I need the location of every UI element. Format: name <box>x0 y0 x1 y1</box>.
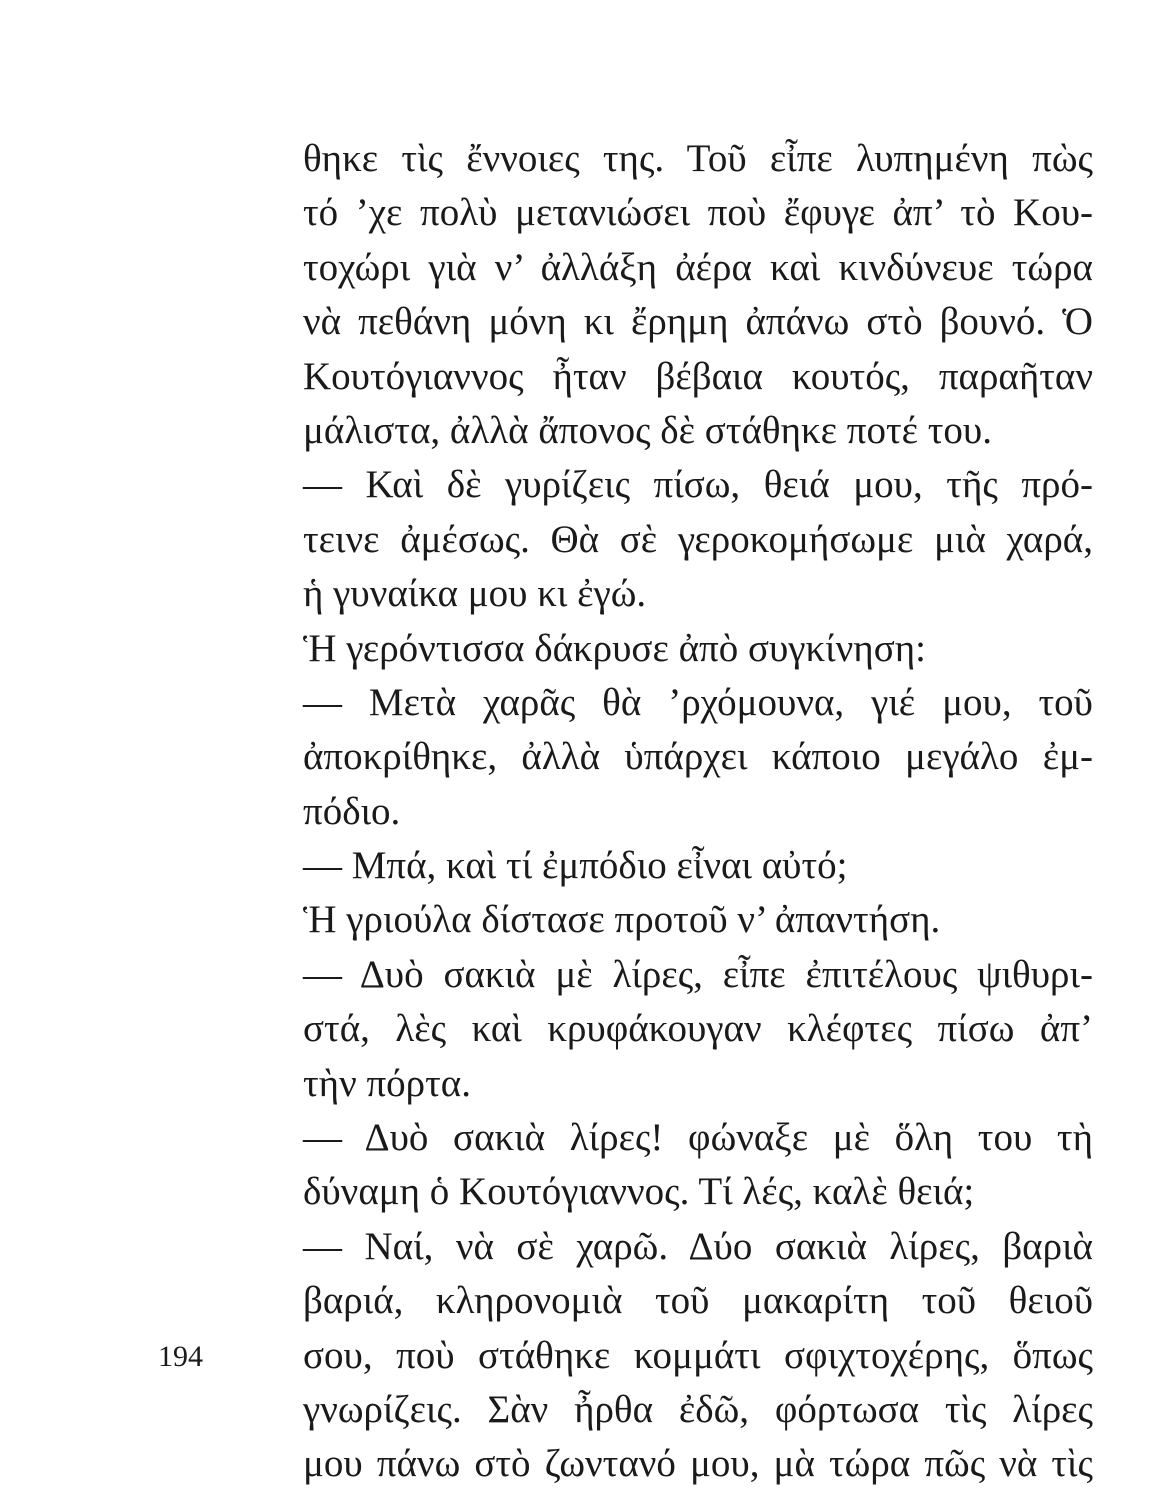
text-line: σου, ποὺ στάθηκε κομμάτι σφιχτοχέρης, ὅπως <box>303 1333 1093 1377</box>
text-line: γνωρίζεις. Σὰν ἦρθα ἐδῶ, φόρτωσα τὶς λίρες <box>303 1387 1093 1431</box>
text-line: — Μπά, καὶ τί ἐμπόδιο εἶναι αὐτό; <box>303 844 848 888</box>
text-line: — Ναί, νὰ σὲ χαρῶ. Δύο σακιὰ λίρες, βαριὰ <box>303 1224 1093 1268</box>
text-line: δύναμη ὁ Κουτόγιαννος. Τί λές, καλὲ θειά; <box>303 1170 975 1214</box>
text-line: — Μετὰ χαρᾶς θὰ ’ρχόμουνα, γιέ μου, τοῦ <box>303 680 1093 724</box>
text-line: τεινε ἀμέσως. Θὰ σὲ γεροκομήσωμε μιὰ χαρά, <box>303 517 1093 561</box>
text-line: ἀποκρίθηκε, ἀλλὰ ὑπάρχει κάποιο μεγάλο ἐμ- <box>303 735 1093 779</box>
text-line: τό ’χε πολὺ μετανιώσει ποὺ ἔφυγε ἀπ’ τὸ Κου- <box>303 191 1093 235</box>
body-text <box>303 132 1093 1492</box>
text-line: πόδιο. <box>303 789 401 833</box>
text-line: θηκε τὶς ἔννοιες της. Τοῦ εἶπε λυπημένη πὼς <box>303 137 1093 180</box>
text-line: Κουτόγιαννος ἦταν βέβαια κουτός, παραῆταν <box>303 354 1093 398</box>
text-line: τὴν πόρτα. <box>303 1061 471 1105</box>
text-line: νὰ πεθάνη μόνη κι ἔρημη ἀπάνω στὸ βουνό. Ὁ <box>303 300 1093 344</box>
text-line: μου πάνω στὸ ζωντανό μου, μὰ τώρα πῶς νὰ τὶς <box>303 1442 1093 1486</box>
page-number: 194 <box>158 1340 203 1373</box>
text-line: — Καὶ δὲ γυρίζεις πίσω, θειά μου, τῆς πρό- <box>303 463 1093 507</box>
text-line: Ἡ γριούλα δίστασε προτοῦ ν’ ἀπαντήση. <box>303 898 941 942</box>
text-line: — Δυὸ σακιὰ λίρες! φώναξε μὲ ὅλη του τὴ <box>303 1116 1093 1160</box>
text-line: — Δυὸ σακιὰ μὲ λίρες, εἶπε ἐπιτέλους ψιθυρι- <box>303 952 1093 996</box>
text-line: ἡ γυναίκα μου κι ἐγώ. <box>303 572 647 616</box>
text-line: βαριά, κληρονομιὰ τοῦ μακαρίτη τοῦ θειοῦ <box>303 1279 1093 1323</box>
text-line: στά, λὲς καὶ κρυφάκουγαν κλέφτες πίσω ἀπ’ <box>303 1007 1093 1051</box>
text-line: Ἡ γερόντισσα δάκρυσε ἀπὸ συγκίνηση: <box>303 626 926 670</box>
text-line: μάλιστα, ἀλλὰ ἄπονος δὲ στάθηκε ποτέ του. <box>303 408 992 452</box>
text-line: τοχώρι γιὰ ν’ ἀλλάξη ἀέρα καὶ κινδύνευε τώρα <box>303 245 1093 289</box>
